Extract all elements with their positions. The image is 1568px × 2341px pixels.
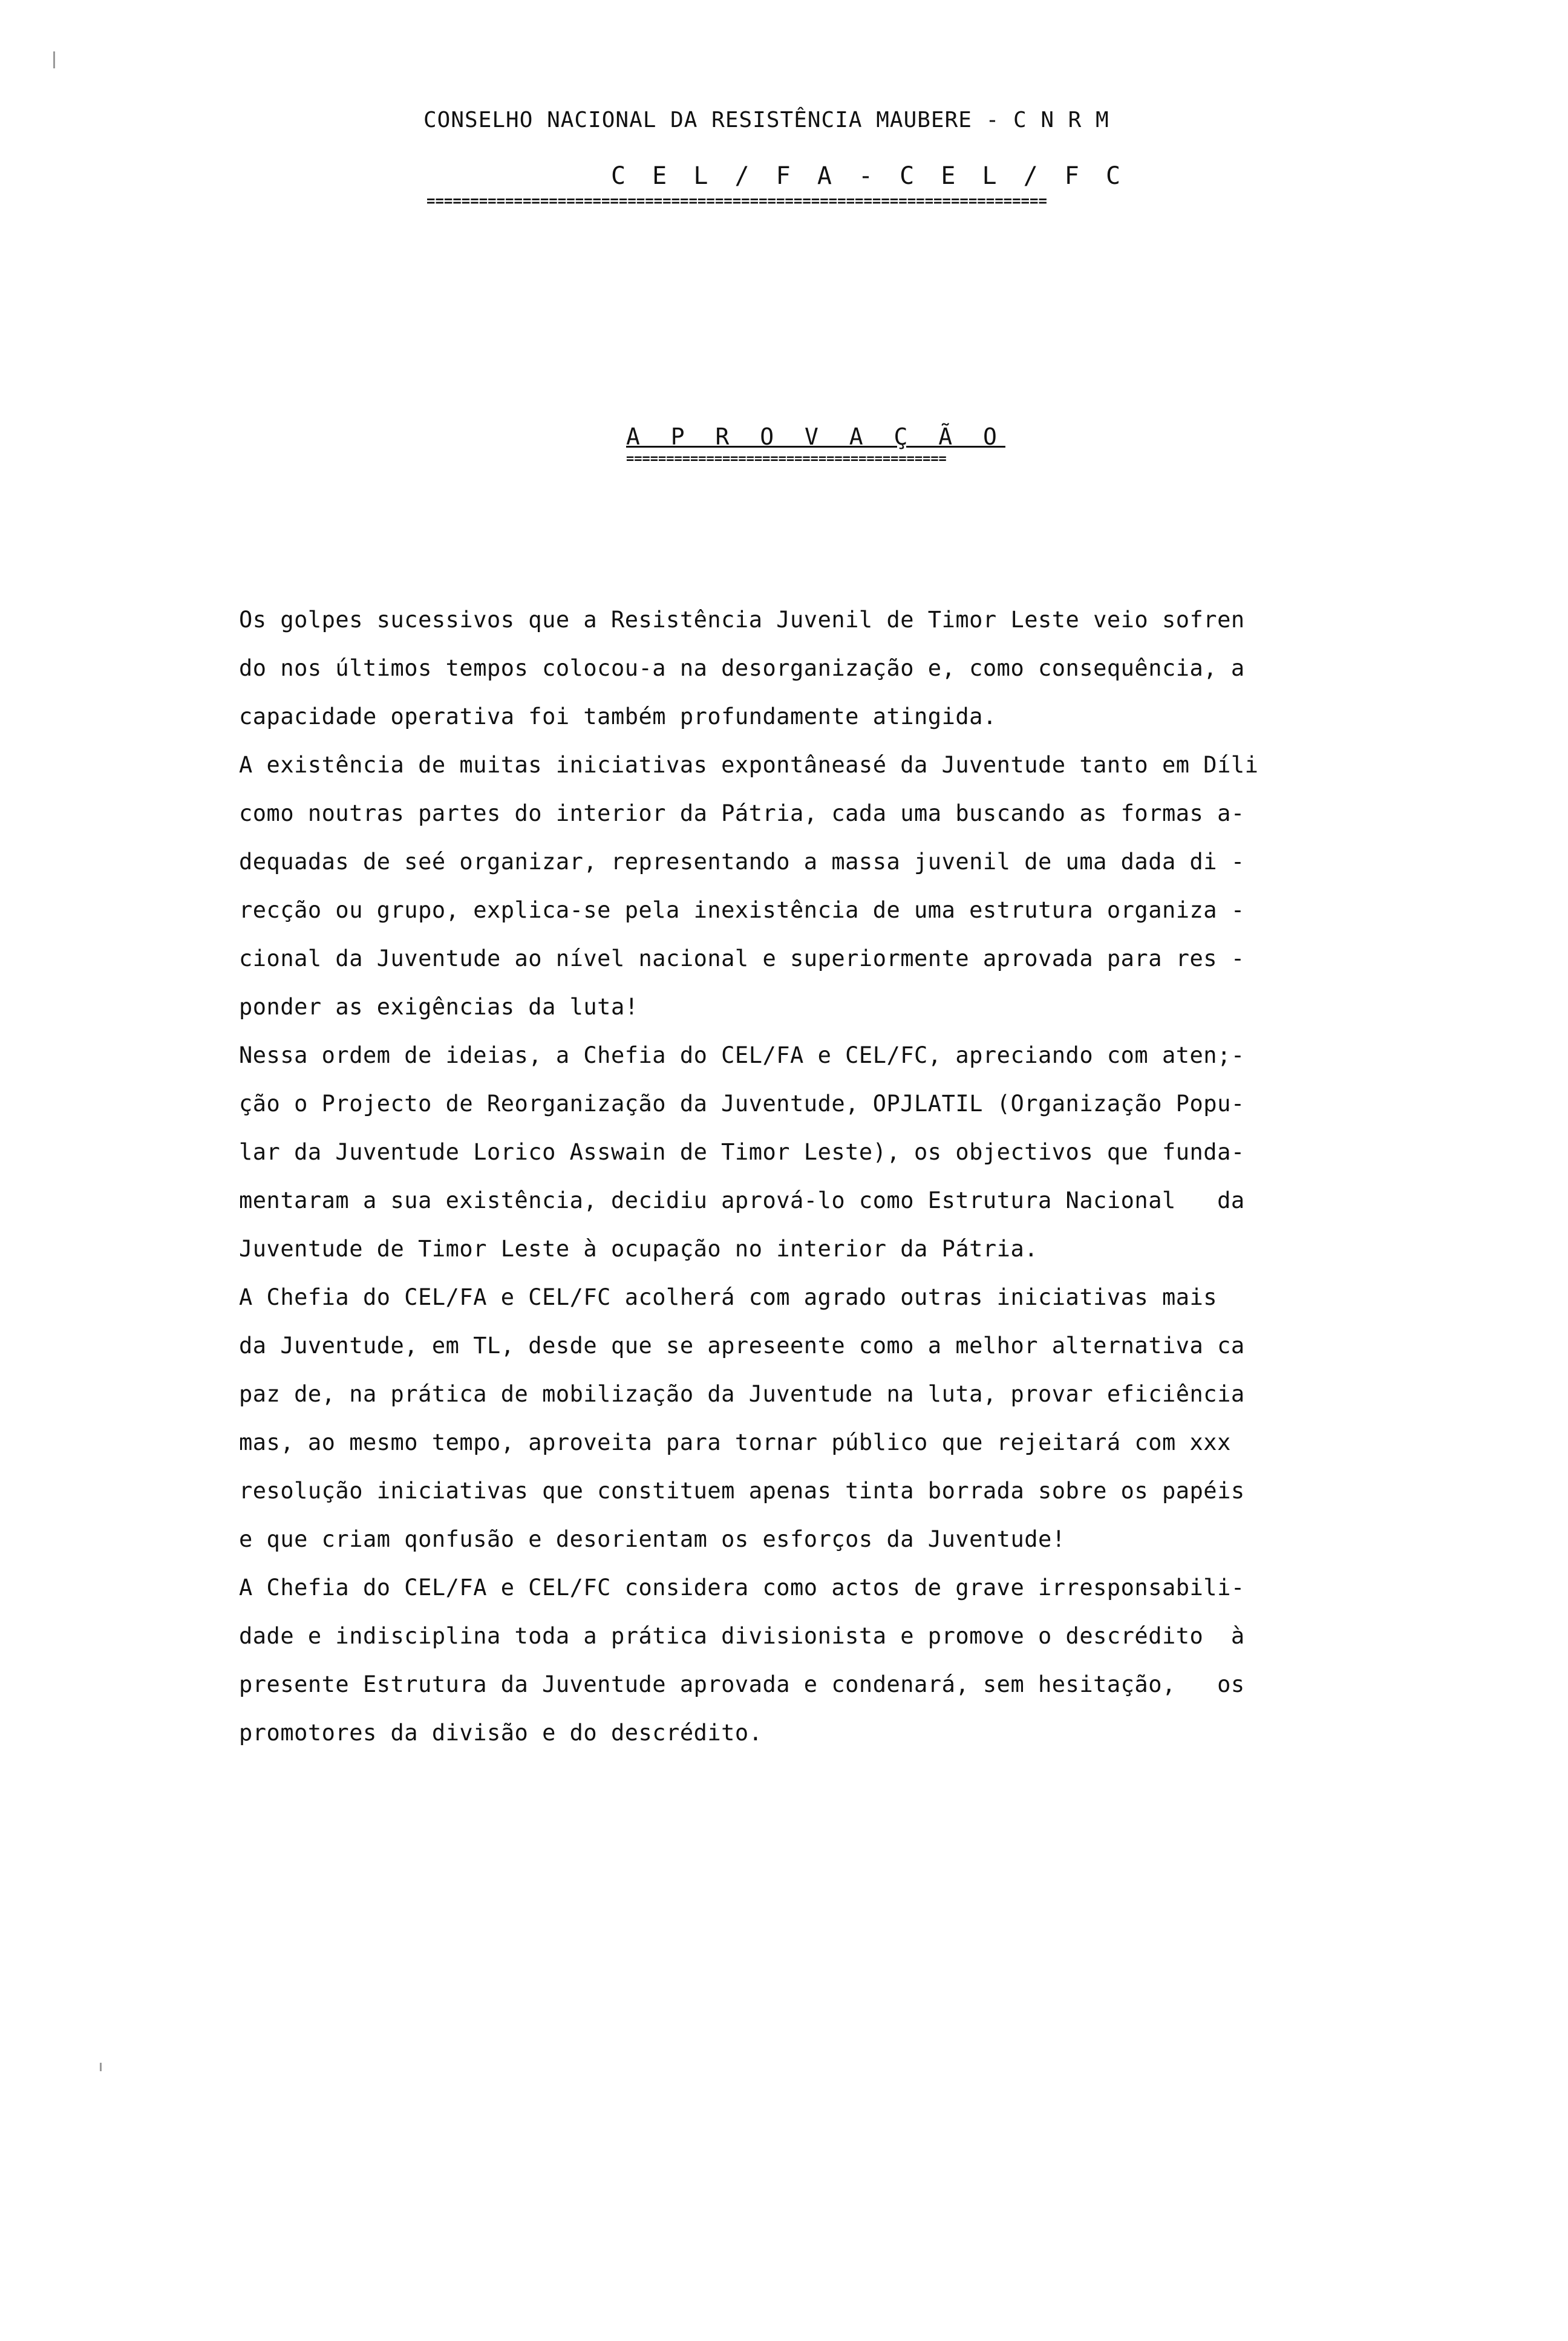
document-title: A P R O V A Ç Ã O — [626, 423, 1005, 450]
organization-header: CONSELHO NACIONAL DA RESISTÊNCIA MAUBERE - C N R M — [423, 108, 1109, 132]
body-line: capacidade operativa foi também profundamente atingida. — [239, 704, 997, 730]
body-line: presente Estrutura da Juventude aprovada e condenará, sem hesitação, os — [239, 1671, 1245, 1697]
body-line: paz de, na prática de mobilização da Juventude na luta, provar eficiência — [239, 1381, 1245, 1407]
body-line: ponder as exigências da luta! — [239, 994, 639, 1020]
scan-mark-bottom — [100, 2063, 102, 2071]
body-line: lar da Juventude Lorico Asswain de Timor Leste), os objectivos que funda- — [239, 1139, 1245, 1165]
header-rule: ======================================================================= — [426, 192, 1047, 209]
body-text — [239, 596, 1370, 1757]
body-line: cional da Juventude ao nível nacional e superiormente aprovada para res - — [239, 945, 1245, 971]
body-line: e que criam qonfusão e desorientam os esforços da Juventude! — [239, 1526, 1066, 1552]
body-line: Os golpes sucessivos que a Resistência Juvenil de Timor Leste veio sofren — [239, 607, 1245, 633]
body-line: como noutras partes do interior da Pátria, cada uma buscando as formas a- — [239, 800, 1245, 826]
body-line: da Juventude, em TL, desde que se apreseente como a melhor alternativa ca — [239, 1333, 1245, 1359]
body-line: dequadas de seé organizar, representando a massa juvenil de uma dada di - — [239, 849, 1245, 875]
body-line: A existência de muitas iniciativas expontâneasé da Juventude tanto em Díli — [239, 752, 1259, 778]
body-line: dade e indisciplina toda a prática divisionista e promove o descrédito à — [239, 1623, 1245, 1649]
body-line: promotores da divisão e do descrédito. — [239, 1720, 763, 1746]
scan-mark-top — [53, 51, 55, 68]
body-line: mentaram a sua existência, decidiu aprová-lo como Estrutura Nacional da — [239, 1187, 1245, 1213]
body-line: do nos últimos tempos colocou-a na desorganização e, como consequência, a — [239, 655, 1245, 681]
body-line: Nessa ordem de ideias, a Chefia do CEL/FA e CEL/FC, apreciando com aten;- — [239, 1042, 1245, 1068]
body-line: recção ou grupo, explica-se pela inexistência de uma estrutura organiza - — [239, 897, 1245, 923]
body-line: A Chefia do CEL/FA e CEL/FC considera como actos de grave irresponsabili- — [239, 1575, 1245, 1601]
body-line: Juventude de Timor Leste à ocupação no interior da Pátria. — [239, 1236, 1039, 1262]
body-line: mas, ao mesmo tempo, aproveita para tornar público que rejeitará com xxx — [239, 1429, 1231, 1455]
body-line: ção o Projecto de Reorganização da Juventude, OPJLATIL (Organização Popu- — [239, 1091, 1245, 1117]
body-line: resolução iniciativas que constituem apenas tinta borrada sobre os papéis — [239, 1478, 1245, 1504]
body-line: A Chefia do CEL/FA e CEL/FC acolherá com agrado outras iniciativas mais — [239, 1284, 1218, 1310]
units-header: C E L / F A - C E L / F C — [611, 162, 1127, 190]
title-rule: ======================================== — [626, 451, 947, 466]
